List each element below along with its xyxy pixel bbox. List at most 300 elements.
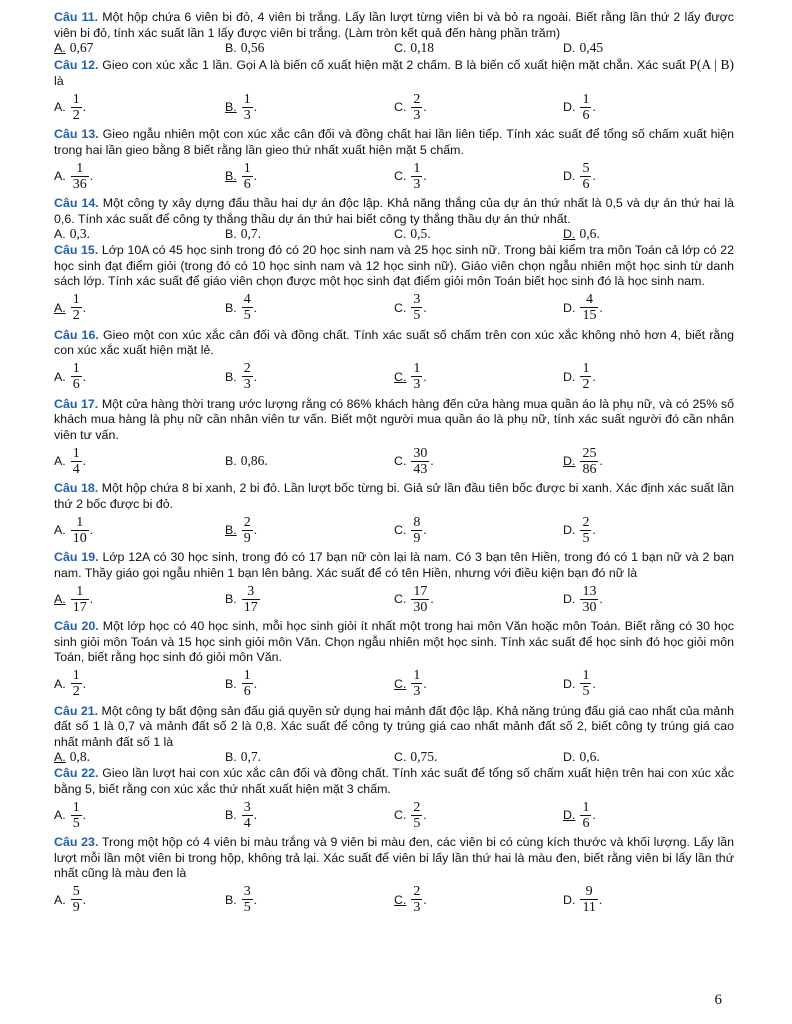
option-label: B. — [224, 592, 237, 606]
option-label: A. — [54, 750, 66, 764]
question-math: P(A | B) — [689, 57, 734, 72]
option-label: A. — [54, 300, 66, 315]
option-label: D. — [563, 227, 576, 241]
option-period: . — [599, 591, 603, 606]
fraction — [71, 161, 89, 192]
fraction — [411, 584, 429, 615]
option-label: A. — [54, 41, 66, 55]
fraction — [580, 668, 591, 699]
answer-option[interactable] — [563, 290, 734, 326]
option-period: . — [89, 591, 93, 606]
option-label: C. — [394, 369, 407, 384]
question-stem — [54, 481, 734, 512]
option-value: 0,6. — [579, 749, 600, 764]
option-period: . — [253, 807, 257, 822]
fraction-numerator: 1 — [72, 292, 80, 307]
fraction-denominator: 9 — [413, 530, 421, 546]
option-period: . — [592, 522, 596, 537]
question-number: Câu 19. — [54, 550, 99, 564]
fraction-denominator: 3 — [413, 176, 421, 192]
fraction-numerator: 2 — [413, 91, 421, 107]
option-value: 0,5. — [410, 226, 431, 241]
question-number: Câu 23. — [54, 835, 99, 849]
option-label: D. — [563, 676, 576, 691]
fraction-denominator: 3 — [413, 107, 421, 123]
fraction-numerator: 17 — [413, 583, 428, 599]
question-stem — [54, 835, 734, 882]
question-number: Câu 21. — [54, 703, 99, 718]
option-label: A. — [54, 592, 66, 606]
answer-option[interactable] — [563, 750, 734, 764]
question-block — [54, 619, 734, 702]
question-number: Câu 18. — [54, 481, 99, 495]
fraction-denominator: 30 — [413, 599, 428, 615]
question-text-after: là — [54, 73, 64, 88]
option-label: D. — [563, 369, 576, 384]
answer-options — [54, 750, 734, 764]
fraction-numerator: 25 — [582, 445, 597, 461]
question-block — [54, 550, 734, 617]
answer-option[interactable] — [54, 512, 225, 548]
answer-option[interactable] — [563, 41, 734, 55]
fraction-denominator: 5 — [72, 815, 80, 831]
answer-options — [54, 290, 734, 326]
fraction-denominator: 5 — [243, 900, 251, 915]
answer-option[interactable] — [394, 750, 563, 764]
fraction-numerator: 2 — [243, 514, 251, 530]
fraction — [242, 161, 253, 192]
fraction — [71, 292, 82, 323]
fraction-denominator: 6 — [582, 815, 590, 831]
option-period: . — [82, 675, 86, 691]
question-number: Câu 17. — [54, 396, 99, 411]
fraction-numerator: 1 — [76, 160, 84, 176]
fraction — [71, 361, 82, 392]
option-label: B. — [224, 454, 237, 468]
answer-option[interactable] — [394, 666, 563, 702]
answer-options — [54, 512, 734, 548]
fraction — [580, 292, 598, 323]
answer-option[interactable] — [394, 290, 563, 326]
fraction-numerator: 3 — [243, 799, 251, 815]
question-text: Trong một hộp có 4 viên bi màu trắng và 9 viên bi màu đen, các viên bi có cùng kích thước và khối lượng. Lấy lần lượt mỗi lần một viên bi trong hộp, không trả lại. Xác suất để viên bi lấy lần thứ hai là màu đen, biết rằng viên bi lấy lần thứ nhất cũng là màu đen là — [54, 835, 734, 880]
option-period: . — [598, 891, 603, 907]
question-block — [54, 57, 734, 125]
option-period: . — [430, 453, 434, 468]
fraction-numerator: 4 — [585, 292, 593, 307]
option-label: C. — [394, 808, 407, 822]
option-period: . — [423, 299, 427, 315]
option-period: . — [592, 675, 596, 691]
question-block — [54, 397, 734, 480]
fraction-denominator: 17 — [243, 599, 258, 615]
answer-option[interactable] — [54, 581, 225, 617]
option-label: D. — [563, 100, 576, 114]
fraction-numerator: 1 — [243, 91, 251, 107]
answer-option[interactable] — [54, 227, 225, 241]
fraction-denominator: 30 — [582, 599, 597, 615]
answer-option[interactable] — [54, 41, 225, 55]
answer-option[interactable] — [394, 41, 563, 55]
option-label: B. — [224, 369, 237, 384]
fraction-numerator: 9 — [585, 884, 593, 899]
question-block — [54, 243, 734, 326]
fraction-denominator: 11 — [582, 900, 596, 915]
answer-option[interactable] — [563, 89, 734, 125]
answer-option[interactable] — [394, 89, 563, 125]
answer-option[interactable] — [225, 290, 394, 326]
option-label: D. — [563, 592, 576, 606]
question-stem — [54, 704, 734, 751]
question-stem — [54, 57, 734, 89]
option-label: A. — [54, 454, 66, 468]
fraction — [411, 292, 422, 323]
fraction-numerator: 2 — [413, 884, 421, 899]
option-period: . — [89, 522, 93, 537]
answer-option[interactable] — [54, 290, 225, 326]
page-number: 6 — [714, 992, 722, 1008]
option-label: D. — [563, 808, 576, 822]
answer-option[interactable] — [225, 581, 394, 617]
answer-option[interactable] — [54, 443, 225, 479]
option-period: . — [423, 522, 427, 537]
answer-option[interactable] — [394, 581, 563, 617]
answer-option[interactable] — [563, 882, 734, 918]
fraction-numerator: 1 — [582, 91, 590, 107]
fraction-numerator: 5 — [72, 884, 80, 899]
fraction-denominator: 36 — [72, 176, 87, 192]
question-text: Một lớp học có 40 học sinh, mỗi học sinh giỏi ít nhất một trong hai môn Văn hoặc môn Toán. Biết rằng có 30 học sinh giỏi môn Toán và 15 học sinh giỏi môn Văn. Chọn ngẫu nhiên một học sinh. Tính xác suất để học sinh đó học giỏi môn Toán, biết rằng học sinh đó giỏi môn Văn. — [54, 619, 734, 664]
question-number: Câu 15. — [54, 243, 99, 257]
fraction-numerator: 1 — [582, 668, 590, 683]
option-period: . — [253, 675, 257, 691]
question-text: Một hộp chứa 6 viên bi đỏ, 4 viên bi trắng. Lấy lần lượt từng viên bi và bỏ ra ngoài. Biết rằng lần thứ 2 lấy được viên bi đỏ, tính xác suất lần 1 lấy được viên bi trắng. (Làm tròn kết quả đến hàng phần trăm) — [54, 10, 734, 40]
answer-option[interactable] — [225, 359, 394, 395]
answer-option[interactable] — [54, 158, 225, 194]
fraction — [242, 800, 253, 831]
option-label: C. — [394, 592, 407, 606]
answer-option[interactable] — [225, 41, 394, 55]
option-period: . — [82, 453, 86, 468]
fraction-denominator: 5 — [413, 308, 421, 323]
answer-options — [54, 227, 734, 241]
option-label: B. — [224, 523, 237, 537]
answer-option[interactable] — [394, 359, 563, 395]
option-value: 0,7. — [240, 749, 261, 764]
fraction-denominator: 9 — [243, 530, 251, 546]
option-label: B. — [224, 300, 237, 315]
document-page — [54, 10, 734, 920]
fraction — [242, 884, 253, 915]
fraction-numerator: 1 — [76, 514, 84, 530]
option-label: D. — [563, 892, 576, 907]
fraction — [71, 584, 89, 615]
question-block — [54, 481, 734, 548]
option-value: 0,6. — [579, 226, 600, 241]
option-label: A. — [54, 100, 66, 114]
option-label: A. — [54, 369, 66, 384]
fraction-numerator: 8 — [413, 514, 421, 530]
fraction-denominator: 2 — [72, 308, 80, 323]
option-label: A. — [54, 227, 66, 241]
question-block — [54, 10, 734, 55]
option-period: . — [423, 168, 427, 183]
answer-option[interactable] — [563, 512, 734, 548]
option-label: D. — [563, 169, 576, 183]
option-period: . — [82, 807, 86, 822]
answer-option[interactable] — [394, 882, 563, 918]
answer-option[interactable] — [225, 512, 394, 548]
answer-option[interactable] — [225, 89, 394, 125]
fraction — [71, 92, 82, 123]
answer-option[interactable] — [563, 359, 734, 395]
question-text: Gieo lần lượt hai con xúc xắc cân đối và đồng chất. Tính xác suất để tổng số chấm xuất hiện trên hai con xúc xắc bằng 5, biết rằng con xúc xắc thứ nhất xuất hiện mặt 3 chấm. — [54, 766, 734, 796]
option-label: D. — [563, 41, 576, 55]
fraction-denominator: 86 — [582, 461, 597, 477]
answer-option[interactable] — [394, 227, 563, 241]
fraction-denominator: 2 — [72, 684, 80, 699]
option-label: C. — [394, 523, 407, 537]
fraction — [411, 161, 422, 192]
option-period: . — [253, 891, 257, 907]
question-number: Câu 20. — [54, 619, 99, 633]
option-period: . — [82, 368, 86, 384]
option-label: A. — [54, 892, 66, 907]
fraction — [411, 515, 422, 546]
fraction-numerator: 3 — [243, 884, 251, 899]
option-label: D. — [563, 750, 576, 764]
answer-option[interactable] — [225, 750, 394, 764]
option-label: C. — [394, 227, 407, 241]
answer-options — [54, 581, 734, 617]
question-text: Gieo con xúc xắc 1 lần. Gọi A là biến cố xuất hiện mặt 2 chấm. B là biến cố xuất hiện mặt chẵn. Xác suất — [102, 58, 686, 72]
fraction — [71, 800, 82, 831]
answer-option[interactable] — [563, 227, 734, 241]
answer-option[interactable] — [54, 89, 225, 125]
option-value: 0,86. — [240, 453, 268, 468]
fraction-numerator: 13 — [582, 583, 597, 599]
fraction — [71, 515, 89, 546]
question-text: Gieo ngẫu nhiên một con xúc xắc cân đối và đồng chất hai lần liên tiếp. Tính xác suất để tổng số chấm xuất hiện trong hai lần gieo bằng 8 biết rằng lần gieo thứ nhất xuất hiện mặt 5 chấm. — [54, 127, 734, 157]
option-value: 0,56 — [240, 40, 265, 55]
option-period: . — [599, 453, 603, 468]
fraction-numerator: 1 — [413, 160, 421, 176]
option-period: . — [592, 99, 596, 114]
question-text: Gieo một con xúc xắc cân đối và đồng chất. Tính xác suất số chấm trên con xúc xắc không nhỏ hơn 4, biết rằng con xúc xắc xuất hiện mặt lẻ. — [54, 327, 735, 357]
fraction-denominator: 9 — [72, 900, 80, 915]
option-period: . — [253, 522, 257, 537]
option-label: C. — [394, 169, 407, 183]
answer-option[interactable] — [225, 882, 394, 918]
fraction-denominator: 3 — [413, 377, 421, 392]
fraction-denominator: 2 — [72, 107, 80, 123]
fraction-denominator: 6 — [72, 377, 80, 392]
fraction-numerator: 1 — [72, 361, 80, 376]
option-period: . — [253, 99, 257, 114]
question-stem — [54, 328, 734, 359]
option-value: 0,75. — [410, 749, 438, 764]
question-number: Câu 22. — [54, 766, 99, 780]
question-text: Một cửa hàng thời trang ước lượng rằng có 86% khách hàng đến cửa hàng mua quần áo là phụ nữ, và có 25% số khách mua hàng là phụ nữ cần nhân viên tư vấn. Biết một người mua quần áo là phụ nữ, tính xác suất người đó cần nhân viên tư vấn. — [54, 396, 734, 442]
option-period: . — [599, 299, 603, 315]
answer-option[interactable] — [54, 666, 225, 702]
answer-option[interactable] — [54, 750, 225, 764]
fraction — [580, 161, 591, 192]
fraction-numerator: 2 — [243, 361, 251, 376]
answer-option[interactable] — [54, 882, 225, 918]
question-number: Câu 14. — [54, 196, 99, 210]
fraction-numerator: 1 — [582, 799, 590, 815]
option-value: 0,45 — [579, 40, 604, 55]
fraction-denominator: 15 — [582, 308, 597, 323]
fraction — [71, 668, 82, 699]
fraction — [71, 884, 82, 915]
answer-option[interactable] — [225, 158, 394, 194]
question-stem — [54, 619, 734, 666]
question-number: Câu 12. — [54, 58, 99, 72]
question-stem — [54, 243, 734, 290]
fraction-numerator: 1 — [72, 799, 80, 815]
answer-option[interactable] — [563, 797, 734, 833]
option-period: . — [423, 368, 427, 384]
option-label: A. — [54, 523, 66, 537]
fraction-denominator: 6 — [582, 176, 590, 192]
fraction-denominator: 6 — [243, 684, 251, 699]
fraction-numerator: 1 — [243, 160, 251, 176]
fraction — [580, 800, 591, 831]
option-label: C. — [394, 750, 407, 764]
answer-option[interactable] — [563, 443, 734, 479]
option-label: D. — [563, 454, 576, 468]
option-label: B. — [224, 750, 237, 764]
question-stem — [54, 196, 734, 227]
option-period: . — [423, 891, 427, 907]
fraction — [242, 515, 253, 546]
answer-option[interactable] — [54, 797, 225, 833]
option-value: 0,7. — [240, 226, 261, 241]
fraction — [242, 584, 260, 615]
question-text: Một công ty bất động sản đấu giá quyền sử dụng hai mảnh đất độc lập. Khả năng trúng đấu giá cao nhất của mảnh đất số 1 là 0,7 và mảnh đất số 2 là 0,8. Xác suất để công ty trúng giá cao nhất mảnh đất số 2, biết công ty trúng giá cao nhất mảnh đất số 1 là — [54, 703, 734, 749]
answer-option[interactable] — [394, 512, 563, 548]
option-label: C. — [394, 676, 407, 691]
fraction-numerator: 2 — [413, 799, 421, 815]
fraction-denominator: 5 — [243, 308, 251, 323]
question-number: Câu 11. — [54, 10, 99, 24]
fraction — [411, 668, 422, 699]
option-period: . — [253, 368, 257, 384]
option-label: B. — [224, 227, 237, 241]
option-period: . — [82, 891, 86, 907]
question-text: Một công ty xây dựng đấu thầu hai dự án độc lập. Khả năng thắng của dự án thứ nhất là 0,5 và dự án thứ hai là 0,6. Tính xác suất để công ty thắng thầu dự án thứ hai biết công ty thắng thầu dự án thứ nhất. — [54, 196, 734, 226]
fraction — [411, 884, 422, 915]
fraction — [580, 361, 591, 392]
answer-option[interactable] — [563, 158, 734, 194]
answer-option[interactable] — [394, 797, 563, 833]
question-stem — [54, 397, 734, 444]
answer-option[interactable] — [225, 666, 394, 702]
option-label: B. — [224, 892, 237, 907]
question-stem — [54, 10, 734, 41]
fraction-denominator: 2 — [582, 377, 590, 392]
fraction-denominator: 5 — [582, 684, 590, 699]
fraction-numerator: 4 — [243, 292, 251, 307]
fraction — [580, 92, 591, 123]
answer-option[interactable] — [225, 227, 394, 241]
fraction — [580, 884, 597, 915]
fraction — [411, 361, 422, 392]
fraction-numerator: 1 — [72, 668, 80, 683]
option-label: A. — [54, 169, 66, 183]
fraction-denominator: 6 — [243, 176, 251, 192]
answer-option[interactable] — [563, 581, 734, 617]
fraction — [71, 446, 82, 477]
fraction-numerator: 2 — [582, 514, 590, 530]
fraction-denominator: 4 — [243, 815, 251, 831]
fraction-numerator: 1 — [72, 445, 80, 461]
question-block — [54, 835, 734, 918]
option-value: 0,18 — [410, 40, 435, 55]
fraction-denominator: 43 — [413, 461, 428, 477]
option-label: C. — [394, 454, 407, 468]
fraction-denominator: 17 — [72, 599, 87, 615]
option-value: 0,67 — [69, 40, 94, 55]
fraction — [411, 446, 429, 477]
question-stem — [54, 127, 734, 158]
fraction-denominator: 6 — [582, 107, 590, 123]
fraction-numerator: 1 — [76, 583, 84, 599]
fraction — [411, 800, 422, 831]
fraction-numerator: 1 — [72, 91, 80, 107]
option-label: C. — [394, 892, 407, 907]
question-block — [54, 766, 734, 833]
fraction-denominator: 3 — [413, 900, 421, 915]
option-value: 0,3. — [69, 226, 90, 241]
option-label: A. — [54, 676, 66, 691]
option-label: C. — [394, 300, 407, 315]
fraction-numerator: 3 — [247, 583, 255, 599]
answer-options — [54, 89, 734, 125]
question-text: Lớp 10A có 45 học sinh trong đó có 20 học sinh nam và 25 học sinh nữ. Trong bài kiểm tra môn Toán cả lớp có 22 học sinh đạt điểm giỏi (trong đó có 10 học sinh nam và 12 học sinh nữ). Giáo viên chọn ngẫu nhiên một học sinh từ danh sách lớp. Tính xác suất để giáo viên chọn được một học sinh đạt điểm giỏi môn Toán biết học sinh đó là học sinh nam. — [54, 243, 734, 288]
fraction-numerator: 3 — [413, 292, 421, 307]
fraction-denominator: 10 — [72, 530, 87, 546]
fraction — [242, 668, 253, 699]
answer-option[interactable] — [54, 359, 225, 395]
fraction — [580, 515, 591, 546]
fraction-numerator: 1 — [413, 668, 421, 683]
fraction-denominator: 5 — [582, 530, 590, 546]
answer-option[interactable] — [563, 666, 734, 702]
question-text: Lớp 12A có 30 học sinh, trong đó có 17 bạn nữ còn lại là nam. Có 3 bạn tên Hiền, trong đó có 1 bạn nữ và 2 bạn nam. Thầy giáo gọi ngẫu nhiên 1 bạn lên bảng. Xác suất để có tên Hiền, nhưng với điều kiện bạn đó nữ là — [54, 550, 734, 580]
fraction-numerator: 1 — [582, 361, 590, 376]
answer-option[interactable] — [225, 443, 394, 479]
question-block — [54, 127, 734, 194]
fraction-numerator: 1 — [413, 361, 421, 376]
answer-option[interactable] — [394, 158, 563, 194]
question-stem — [54, 550, 734, 581]
answer-options — [54, 443, 734, 479]
answer-option[interactable] — [394, 443, 563, 479]
fraction — [242, 292, 253, 323]
fraction — [580, 446, 598, 477]
answer-option[interactable] — [225, 797, 394, 833]
option-label: B. — [224, 169, 237, 183]
question-number: Câu 16. — [54, 327, 99, 342]
answer-options — [54, 797, 734, 833]
option-period: . — [423, 807, 427, 822]
fraction — [580, 584, 598, 615]
option-label: D. — [563, 523, 576, 537]
fraction-denominator: 5 — [413, 815, 421, 831]
